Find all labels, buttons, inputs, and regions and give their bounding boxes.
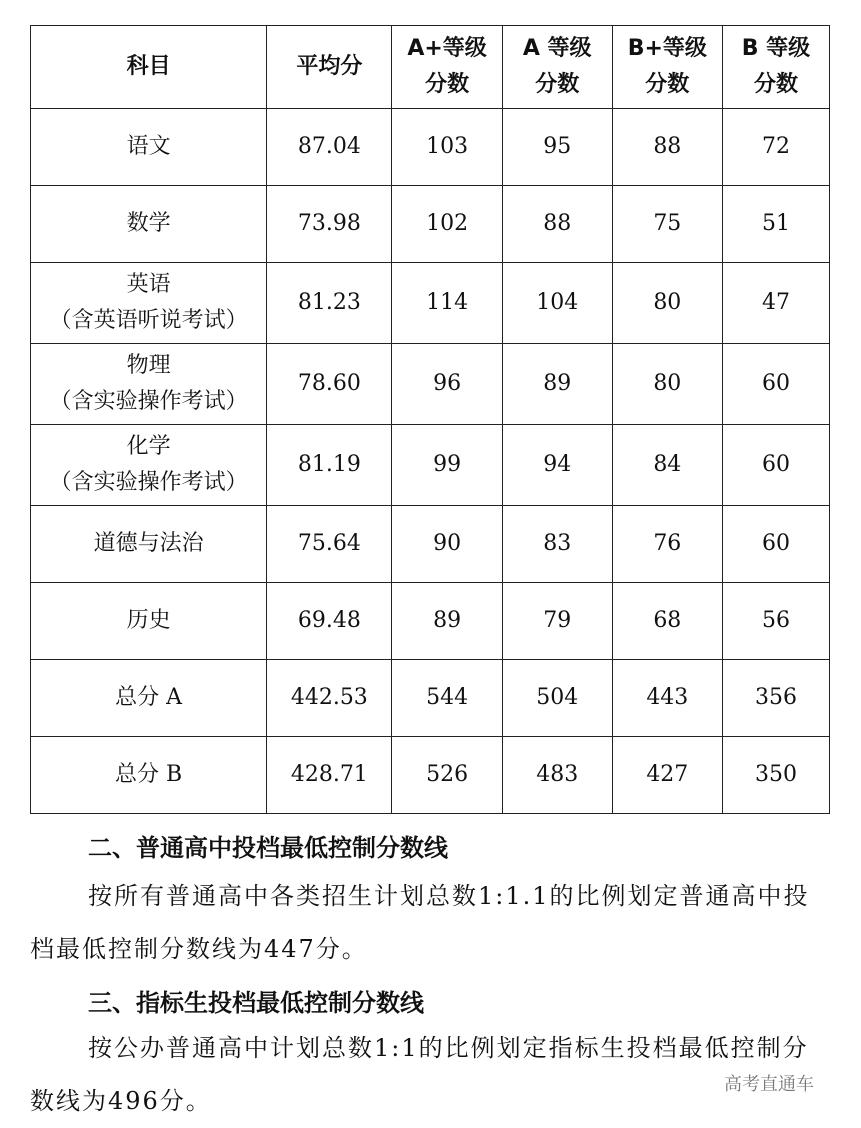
score-cell-a: 83 xyxy=(502,506,612,583)
score-cell-b: 51 xyxy=(722,186,829,263)
table-row xyxy=(31,583,830,660)
subject-cell xyxy=(31,737,267,814)
subject-text: 化学 xyxy=(126,434,171,459)
score-cell-ap: 103 xyxy=(392,109,502,186)
column-header xyxy=(502,26,612,109)
score-cell-avg: 78.60 xyxy=(267,344,392,425)
score-table xyxy=(30,25,830,814)
score-cell-avg: 73.98 xyxy=(267,186,392,263)
score-cell-avg: 81.19 xyxy=(267,425,392,506)
score-cell-ap: 90 xyxy=(392,506,502,583)
subject-cell xyxy=(31,344,267,425)
table-row xyxy=(31,186,830,263)
subject-cell xyxy=(31,425,267,506)
score-cell-b: 350 xyxy=(722,737,829,814)
column-header xyxy=(267,26,392,109)
subject-cell xyxy=(31,506,267,583)
section-2-heading: 二、普通高中投档最低控制分数线 xyxy=(88,834,448,862)
score-cell-b: 56 xyxy=(722,583,829,660)
score-cell-b: 72 xyxy=(722,109,829,186)
column-header-text: A+等级 xyxy=(407,36,487,61)
subject-text: 数学 xyxy=(126,211,171,236)
score-cell-avg: 81.23 xyxy=(267,263,392,344)
score-cell-bp: 427 xyxy=(612,737,722,814)
subject-text: 历史 xyxy=(126,608,171,633)
score-cell-bp: 68 xyxy=(612,583,722,660)
score-cell-ap: 102 xyxy=(392,186,502,263)
table-row xyxy=(31,660,830,737)
score-cell-a: 94 xyxy=(502,425,612,506)
score-cell-avg: 87.04 xyxy=(267,109,392,186)
score-cell-b: 60 xyxy=(722,344,829,425)
subject-cell xyxy=(31,186,267,263)
score-cell-ap: 526 xyxy=(392,737,502,814)
column-header-text: 分数 xyxy=(425,72,470,97)
score-cell-bp: 443 xyxy=(612,660,722,737)
subject-text: 语文 xyxy=(126,134,171,159)
column-header-text: 分数 xyxy=(753,72,798,97)
score-cell-b: 47 xyxy=(722,263,829,344)
column-header xyxy=(31,26,267,109)
subject-text: 总分 A xyxy=(115,685,183,710)
column-header-text: B 等级 xyxy=(741,36,811,61)
table-row xyxy=(31,506,830,583)
subject-cell xyxy=(31,660,267,737)
score-cell-a: 79 xyxy=(502,583,612,660)
column-header xyxy=(722,26,829,109)
table-header-row xyxy=(31,26,830,109)
score-cell-a: 483 xyxy=(502,737,612,814)
column-header-text: B+等级 xyxy=(627,36,707,61)
score-cell-bp: 75 xyxy=(612,186,722,263)
score-cell-ap: 96 xyxy=(392,344,502,425)
table-row xyxy=(31,109,830,186)
score-cell-b: 60 xyxy=(722,506,829,583)
score-cell-avg: 442.53 xyxy=(267,660,392,737)
score-cell-a: 88 xyxy=(502,186,612,263)
table-row xyxy=(31,344,830,425)
score-cell-a: 104 xyxy=(502,263,612,344)
column-header-text: A 等级 xyxy=(522,36,592,61)
table-row xyxy=(31,737,830,814)
score-cell-a: 95 xyxy=(502,109,612,186)
score-cell-ap: 114 xyxy=(392,263,502,344)
section-3-heading: 三、指标生投档最低控制分数线 xyxy=(88,989,424,1017)
subject-text: （含实验操作考试） xyxy=(49,389,248,414)
score-cell-a: 89 xyxy=(502,344,612,425)
column-header-text: 分数 xyxy=(645,72,690,97)
subject-cell xyxy=(31,109,267,186)
score-cell-avg: 428.71 xyxy=(267,737,392,814)
column-header-text: 科目 xyxy=(126,54,171,79)
score-cell-bp: 76 xyxy=(612,506,722,583)
subject-text: （含实验操作考试） xyxy=(49,470,248,495)
table-body xyxy=(31,109,830,814)
subject-cell xyxy=(31,583,267,660)
score-cell-ap: 544 xyxy=(392,660,502,737)
subject-text: （含英语听说考试） xyxy=(49,308,248,333)
watermark: 高考直通车 xyxy=(724,1074,814,1095)
score-cell-b: 60 xyxy=(722,425,829,506)
score-cell-bp: 84 xyxy=(612,425,722,506)
score-cell-bp: 88 xyxy=(612,109,722,186)
table-row xyxy=(31,425,830,506)
score-cell-bp: 80 xyxy=(612,344,722,425)
score-cell-avg: 69.48 xyxy=(267,583,392,660)
column-header xyxy=(612,26,722,109)
score-cell-ap: 89 xyxy=(392,583,502,660)
column-header xyxy=(392,26,502,109)
score-cell-a: 504 xyxy=(502,660,612,737)
table-row xyxy=(31,263,830,344)
subject-cell xyxy=(31,263,267,344)
column-header-text: 分数 xyxy=(535,72,580,97)
score-cell-bp: 80 xyxy=(612,263,722,344)
subject-text: 物理 xyxy=(126,353,171,378)
subject-text: 总分 B xyxy=(115,762,183,787)
section-2-body: 按所有普通高中各类招生计划总数1:1.1的比例划定普通高中投档最低控制分数线为447分。 xyxy=(30,882,810,963)
subject-text: 英语 xyxy=(126,272,171,297)
score-cell-ap: 99 xyxy=(392,425,502,506)
subject-text: 道德与法治 xyxy=(93,531,204,556)
score-cell-avg: 75.64 xyxy=(267,506,392,583)
section-3-body: 按公办普通高中计划总数1:1的比例划定指标生投档最低控制分数线为496分。 xyxy=(30,1034,809,1115)
column-header-text: 平均分 xyxy=(296,54,363,79)
score-cell-b: 356 xyxy=(722,660,829,737)
